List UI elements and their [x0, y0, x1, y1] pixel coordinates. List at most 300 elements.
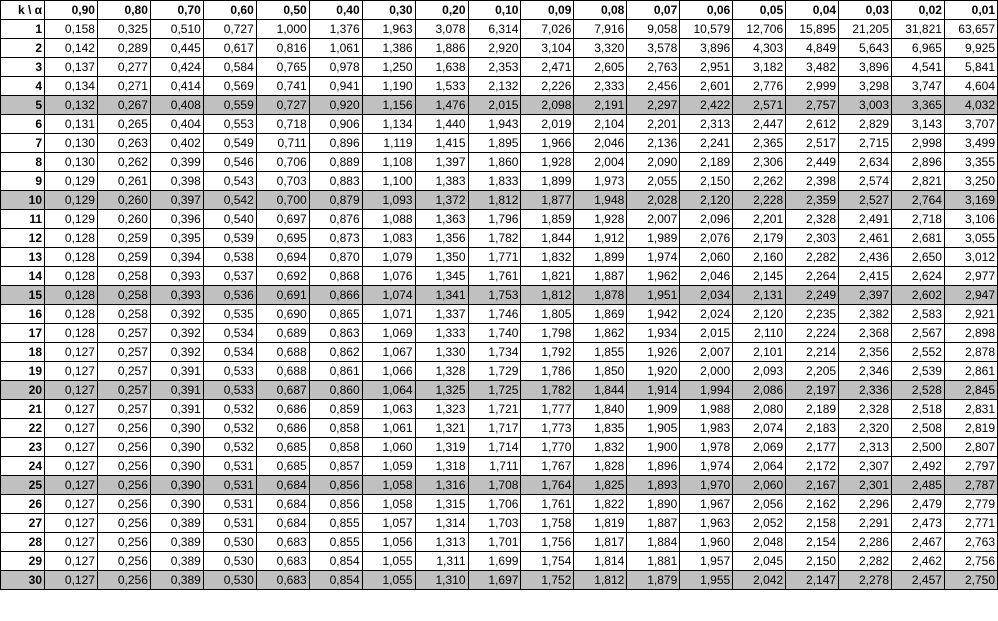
table-cell: 2,382 [839, 305, 892, 324]
table-cell: 0,263 [97, 134, 150, 153]
table-cell: 0,398 [150, 172, 203, 191]
table-cell: 0,128 [45, 229, 98, 248]
alpha-header: 0,07 [627, 1, 680, 20]
alpha-header: 0,03 [839, 1, 892, 20]
table-cell: 1,782 [521, 381, 574, 400]
table-cell: 0,889 [309, 153, 362, 172]
table-cell: 1,782 [468, 229, 521, 248]
table-cell: 1,770 [521, 438, 574, 457]
table-cell: 1,955 [680, 571, 733, 590]
table-cell: 1,754 [521, 552, 574, 571]
table-cell: 0,256 [97, 476, 150, 495]
table-cell: 2,055 [627, 172, 680, 191]
header-row [1, 1, 998, 20]
table-row [1, 533, 998, 552]
table-cell: 2,479 [892, 495, 945, 514]
table-cell: 2,028 [627, 191, 680, 210]
table-cell: 0,920 [309, 96, 362, 115]
table-cell: 2,921 [944, 305, 997, 324]
table-cell: 1,890 [627, 495, 680, 514]
table-cell: 0,127 [45, 552, 98, 571]
table-cell: 0,689 [256, 324, 309, 343]
table-cell: 1,059 [362, 457, 415, 476]
table-cell: 1,323 [415, 400, 468, 419]
table-row [1, 134, 998, 153]
table-cell: 1,699 [468, 552, 521, 571]
table-cell: 1,330 [415, 343, 468, 362]
table-row [1, 229, 998, 248]
table-cell: 2,282 [839, 552, 892, 571]
table-cell: 1,761 [468, 267, 521, 286]
table-cell: 2,004 [574, 153, 627, 172]
table-cell: 0,408 [150, 96, 203, 115]
table-row [1, 419, 998, 438]
table-row [1, 153, 998, 172]
table-cell: 0,684 [256, 495, 309, 514]
table-cell: 2,750 [944, 571, 997, 590]
table-cell: 2,462 [892, 552, 945, 571]
table-cell: 2,101 [733, 343, 786, 362]
table-cell: 2,492 [892, 457, 945, 476]
table-cell: 1,383 [415, 172, 468, 191]
table-cell: 0,271 [97, 77, 150, 96]
table-cell: 1,835 [574, 419, 627, 438]
table-cell: 0,543 [203, 172, 256, 191]
table-cell: 1,476 [415, 96, 468, 115]
table-cell: 1,100 [362, 172, 415, 191]
table-cell: 0,697 [256, 210, 309, 229]
table-row [1, 172, 998, 191]
alpha-header: 0,01 [944, 1, 997, 20]
table-cell: 0,127 [45, 476, 98, 495]
table-cell: 1,840 [574, 400, 627, 419]
table-cell: 0,873 [309, 229, 362, 248]
table-cell: 1,833 [468, 172, 521, 191]
table-cell: 1,771 [468, 248, 521, 267]
table-row [1, 495, 998, 514]
table-cell: 2,422 [680, 96, 733, 115]
table-cell: 0,860 [309, 381, 362, 400]
row-k-label: 26 [1, 495, 45, 514]
table-cell: 1,805 [521, 305, 574, 324]
table-cell: 1,318 [415, 457, 468, 476]
table-cell: 0,389 [150, 514, 203, 533]
table-cell: 2,307 [839, 457, 892, 476]
table-cell: 1,879 [627, 571, 680, 590]
table-cell: 1,134 [362, 115, 415, 134]
table-cell: 1,056 [362, 533, 415, 552]
table-cell: 1,895 [468, 134, 521, 153]
corner-header: k \ α [1, 1, 45, 20]
table-cell: 0,261 [97, 172, 150, 191]
table-cell: 1,372 [415, 191, 468, 210]
table-cell: 2,779 [944, 495, 997, 514]
table-cell: 0,535 [203, 305, 256, 324]
table-cell: 1,350 [415, 248, 468, 267]
table-cell: 0,531 [203, 457, 256, 476]
table-cell: 1,951 [627, 286, 680, 305]
table-cell: 0,718 [256, 115, 309, 134]
table-cell: 0,688 [256, 362, 309, 381]
table-cell: 0,690 [256, 305, 309, 324]
alpha-header: 0,20 [415, 1, 468, 20]
table-cell: 1,063 [362, 400, 415, 419]
row-k-label: 16 [1, 305, 45, 324]
table-cell: 0,395 [150, 229, 203, 248]
table-cell: 0,260 [97, 191, 150, 210]
table-cell: 0,694 [256, 248, 309, 267]
table-cell: 0,711 [256, 134, 309, 153]
table-cell: 2,235 [786, 305, 839, 324]
table-cell: 9,058 [627, 20, 680, 39]
table-cell: 0,256 [97, 552, 150, 571]
table-cell: 0,256 [97, 514, 150, 533]
table-cell: 1,319 [415, 438, 468, 457]
table-cell: 2,286 [839, 533, 892, 552]
table-cell: 1,817 [574, 533, 627, 552]
table-cell: 1,717 [468, 419, 521, 438]
table-cell: 1,069 [362, 324, 415, 343]
table-cell: 1,786 [521, 362, 574, 381]
table-cell: 2,447 [733, 115, 786, 134]
table-cell: 1,877 [521, 191, 574, 210]
row-k-label: 7 [1, 134, 45, 153]
table-row [1, 77, 998, 96]
alpha-header: 0,40 [309, 1, 362, 20]
table-cell: 12,706 [733, 20, 786, 39]
table-cell: 0,870 [309, 248, 362, 267]
table-cell: 0,700 [256, 191, 309, 210]
table-cell: 1,333 [415, 324, 468, 343]
table-cell: 1,311 [415, 552, 468, 571]
alpha-header: 0,08 [574, 1, 627, 20]
table-cell: 1,697 [468, 571, 521, 590]
table-cell: 1,878 [574, 286, 627, 305]
row-k-label: 4 [1, 77, 45, 96]
table-cell: 2,602 [892, 286, 945, 305]
table-cell: 2,977 [944, 267, 997, 286]
table-cell: 2,056 [733, 495, 786, 514]
table-cell: 1,957 [680, 552, 733, 571]
row-k-label: 6 [1, 115, 45, 134]
table-cell: 0,256 [97, 571, 150, 590]
table-body [1, 20, 998, 590]
table-row [1, 438, 998, 457]
table-cell: 0,390 [150, 419, 203, 438]
table-cell: 0,262 [97, 153, 150, 172]
table-row [1, 571, 998, 590]
table-cell: 1,822 [574, 495, 627, 514]
table-cell: 1,962 [627, 267, 680, 286]
table-cell: 1,058 [362, 476, 415, 495]
table-cell: 0,765 [256, 58, 309, 77]
table-cell: 0,257 [97, 324, 150, 343]
alpha-header: 0,10 [468, 1, 521, 20]
table-cell: 1,767 [521, 457, 574, 476]
table-cell: 1,083 [362, 229, 415, 248]
table-cell: 1,061 [362, 419, 415, 438]
table-cell: 1,869 [574, 305, 627, 324]
table-cell: 0,129 [45, 172, 98, 191]
table-row [1, 248, 998, 267]
table-cell: 0,687 [256, 381, 309, 400]
table-cell: 2,896 [892, 153, 945, 172]
alpha-header: 0,05 [733, 1, 786, 20]
table-cell: 1,356 [415, 229, 468, 248]
table-cell: 31,821 [892, 20, 945, 39]
table-cell: 2,831 [944, 400, 997, 419]
table-cell: 1,989 [627, 229, 680, 248]
table-cell: 2,527 [839, 191, 892, 210]
table-cell: 2,998 [892, 134, 945, 153]
table-cell: 2,110 [733, 324, 786, 343]
table-cell: 0,855 [309, 533, 362, 552]
table-cell: 2,046 [574, 134, 627, 153]
table-cell: 1,156 [362, 96, 415, 115]
table-cell: 21,205 [839, 20, 892, 39]
table-cell: 1,859 [521, 210, 574, 229]
table-cell: 1,250 [362, 58, 415, 77]
table-cell: 0,127 [45, 533, 98, 552]
table-cell: 1,819 [574, 514, 627, 533]
table-cell: 2,461 [839, 229, 892, 248]
table-cell: 1,638 [415, 58, 468, 77]
table-cell: 0,402 [150, 134, 203, 153]
table-cell: 2,074 [733, 419, 786, 438]
table-cell: 0,534 [203, 343, 256, 362]
table-cell: 1,316 [415, 476, 468, 495]
alpha-header: 0,90 [45, 1, 98, 20]
table-cell: 0,537 [203, 267, 256, 286]
table-cell: 1,064 [362, 381, 415, 400]
row-k-label: 5 [1, 96, 45, 115]
table-cell: 0,130 [45, 134, 98, 153]
table-cell: 1,729 [468, 362, 521, 381]
table-cell: 1,071 [362, 305, 415, 324]
table-cell: 0,741 [256, 77, 309, 96]
table-cell: 1,798 [521, 324, 574, 343]
table-cell: 0,258 [97, 286, 150, 305]
alpha-header: 0,30 [362, 1, 415, 20]
table-cell: 0,530 [203, 533, 256, 552]
table-cell: 2,819 [944, 419, 997, 438]
table-cell: 0,706 [256, 153, 309, 172]
table-cell: 0,530 [203, 571, 256, 590]
table-cell: 2,359 [786, 191, 839, 210]
table-cell: 63,657 [944, 20, 997, 39]
table-cell: 3,482 [786, 58, 839, 77]
table-cell: 0,533 [203, 362, 256, 381]
table-cell: 2,154 [786, 533, 839, 552]
table-cell: 0,691 [256, 286, 309, 305]
table-cell: 1,844 [574, 381, 627, 400]
table-cell: 1,928 [521, 153, 574, 172]
table-cell: 0,258 [97, 305, 150, 324]
table-cell: 0,692 [256, 267, 309, 286]
table-cell: 2,467 [892, 533, 945, 552]
table-cell: 2,763 [944, 533, 997, 552]
table-cell: 2,120 [733, 305, 786, 324]
table-cell: 2,320 [839, 419, 892, 438]
table-cell: 2,605 [574, 58, 627, 77]
table-cell: 0,267 [97, 96, 150, 115]
table-cell: 2,086 [733, 381, 786, 400]
table-cell: 0,941 [309, 77, 362, 96]
table-cell: 2,415 [839, 267, 892, 286]
alpha-header: 0,02 [892, 1, 945, 20]
table-cell: 1,310 [415, 571, 468, 590]
table-cell: 1,796 [468, 210, 521, 229]
table-cell: 1,860 [468, 153, 521, 172]
table-cell: 2,201 [733, 210, 786, 229]
table-cell: 2,015 [680, 324, 733, 343]
table-cell: 2,951 [680, 58, 733, 77]
table-cell: 2,346 [839, 362, 892, 381]
table-cell: 2,158 [786, 514, 839, 533]
table-cell: 1,893 [627, 476, 680, 495]
table-cell: 1,914 [627, 381, 680, 400]
table-cell: 0,862 [309, 343, 362, 362]
table-cell: 1,988 [680, 400, 733, 419]
table-cell: 2,485 [892, 476, 945, 495]
table-cell: 2,574 [839, 172, 892, 191]
table-cell: 2,313 [839, 438, 892, 457]
table-cell: 0,876 [309, 210, 362, 229]
table-cell: 1,415 [415, 134, 468, 153]
table-cell: 0,134 [45, 77, 98, 96]
table-cell: 3,055 [944, 229, 997, 248]
table-cell: 1,321 [415, 419, 468, 438]
table-cell: 2,333 [574, 77, 627, 96]
table-cell: 2,145 [733, 267, 786, 286]
table-cell: 2,080 [733, 400, 786, 419]
table-cell: 2,878 [944, 343, 997, 362]
table-cell: 1,920 [627, 362, 680, 381]
table-cell: 1,363 [415, 210, 468, 229]
alpha-header: 0,70 [150, 1, 203, 20]
alpha-header: 0,80 [97, 1, 150, 20]
table-cell: 1,983 [680, 419, 733, 438]
table-cell: 1,850 [574, 362, 627, 381]
table-cell: 0,396 [150, 210, 203, 229]
table-cell: 2,052 [733, 514, 786, 533]
table-cell: 3,143 [892, 115, 945, 134]
table-cell: 1,761 [521, 495, 574, 514]
table-cell: 0,127 [45, 400, 98, 419]
table-cell: 1,055 [362, 552, 415, 571]
table-cell: 6,965 [892, 39, 945, 58]
table-row [1, 381, 998, 400]
table-cell: 1,376 [309, 20, 362, 39]
table-cell: 0,389 [150, 552, 203, 571]
table-cell: 0,389 [150, 571, 203, 590]
table-cell: 1,753 [468, 286, 521, 305]
table-cell: 2,048 [733, 533, 786, 552]
table-cell: 2,797 [944, 457, 997, 476]
table-cell: 0,539 [203, 229, 256, 248]
table-row [1, 39, 998, 58]
row-k-label: 22 [1, 419, 45, 438]
table-cell: 0,856 [309, 476, 362, 495]
table-cell: 1,313 [415, 533, 468, 552]
table-cell: 2,147 [786, 571, 839, 590]
table-cell: 0,128 [45, 324, 98, 343]
table-cell: 0,906 [309, 115, 362, 134]
table-cell: 2,096 [680, 210, 733, 229]
table-cell: 0,129 [45, 210, 98, 229]
table-cell: 1,994 [680, 381, 733, 400]
row-k-label: 1 [1, 20, 45, 39]
table-cell: 2,034 [680, 286, 733, 305]
table-cell: 0,259 [97, 248, 150, 267]
table-cell: 2,999 [786, 77, 839, 96]
table-cell: 1,899 [574, 248, 627, 267]
table-cell: 1,706 [468, 495, 521, 514]
table-cell: 1,960 [680, 533, 733, 552]
table-cell: 0,256 [97, 495, 150, 514]
table-row [1, 96, 998, 115]
table-cell: 1,928 [574, 210, 627, 229]
table-cell: 0,127 [45, 571, 98, 590]
table-cell: 0,142 [45, 39, 98, 58]
table-cell: 1,926 [627, 343, 680, 362]
table-cell: 1,812 [468, 191, 521, 210]
table-cell: 2,397 [839, 286, 892, 305]
table-cell: 1,974 [627, 248, 680, 267]
table-cell: 0,510 [150, 20, 203, 39]
table-cell: 10,579 [680, 20, 733, 39]
row-k-label: 18 [1, 343, 45, 362]
table-cell: 1,386 [362, 39, 415, 58]
table-cell: 0,258 [97, 267, 150, 286]
table-cell: 2,120 [680, 191, 733, 210]
table-cell: 2,313 [680, 115, 733, 134]
table-cell: 0,531 [203, 495, 256, 514]
alpha-header: 0,09 [521, 1, 574, 20]
row-k-label: 13 [1, 248, 45, 267]
table-cell: 0,277 [97, 58, 150, 77]
table-cell: 0,855 [309, 514, 362, 533]
table-cell: 0,399 [150, 153, 203, 172]
table-cell: 2,528 [892, 381, 945, 400]
table-row [1, 476, 998, 495]
table-cell: 1,061 [309, 39, 362, 58]
row-k-label: 21 [1, 400, 45, 419]
table-cell: 3,365 [892, 96, 945, 115]
table-cell: 2,328 [786, 210, 839, 229]
table-cell: 2,764 [892, 191, 945, 210]
table-cell: 2,019 [521, 115, 574, 134]
table-cell: 0,390 [150, 438, 203, 457]
table-cell: 3,250 [944, 172, 997, 191]
table-cell: 1,066 [362, 362, 415, 381]
table-cell: 1,900 [627, 438, 680, 457]
table-cell: 2,228 [733, 191, 786, 210]
table-cell: 0,393 [150, 286, 203, 305]
table-cell: 0,390 [150, 457, 203, 476]
table-cell: 0,686 [256, 419, 309, 438]
table-cell: 4,849 [786, 39, 839, 58]
table-cell: 2,634 [839, 153, 892, 172]
table-cell: 0,703 [256, 172, 309, 191]
table-cell: 0,584 [203, 58, 256, 77]
table-cell: 1,942 [627, 305, 680, 324]
table-cell: 1,881 [627, 552, 680, 571]
table-cell: 2,150 [786, 552, 839, 571]
table-cell: 0,389 [150, 533, 203, 552]
table-cell: 2,624 [892, 267, 945, 286]
table-cell: 1,345 [415, 267, 468, 286]
